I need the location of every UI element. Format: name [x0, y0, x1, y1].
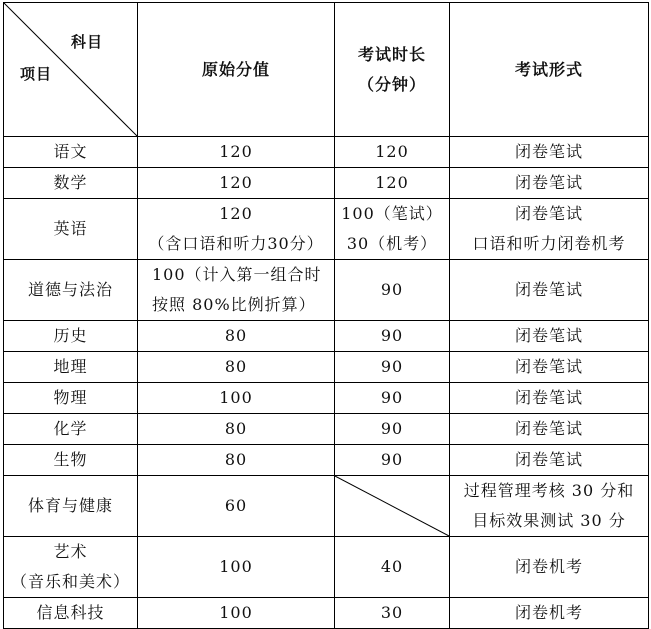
subject-cell: 地理	[4, 352, 138, 383]
table-row	[4, 445, 649, 476]
format-cell: 闭卷笔试	[450, 260, 649, 321]
score-cell	[138, 199, 335, 260]
subject-cell: 历史	[4, 321, 138, 352]
score-line1: 100（计入第一组合时	[152, 265, 322, 284]
exam-subjects-table	[3, 2, 649, 629]
format-cell: 闭卷笔试	[450, 383, 649, 414]
table-row	[4, 414, 649, 445]
score-cell: 80	[138, 352, 335, 383]
duration-cell: 90	[335, 445, 450, 476]
corner-subject-label: 科目	[70, 33, 103, 51]
header-duration-line2: （分钟）	[357, 74, 426, 94]
score-cell: 100	[138, 537, 335, 598]
score-cell: 60	[138, 476, 335, 537]
table-row	[4, 199, 649, 260]
format-cell: 闭卷笔试	[450, 414, 649, 445]
duration-cell: 90	[335, 260, 450, 321]
table-row	[4, 321, 649, 352]
header-duration-line1: 考试时长	[357, 44, 426, 64]
format-cell: 闭卷笔试	[450, 445, 649, 476]
format-line2: 目标效果测试 30 分	[472, 511, 626, 530]
subject-line1: 艺术	[53, 542, 88, 561]
table-row	[4, 137, 649, 168]
header-corner-cell	[4, 3, 138, 137]
header-format: 考试形式	[450, 3, 649, 137]
score-cell: 120	[138, 137, 335, 168]
score-cell: 80	[138, 321, 335, 352]
header-score: 原始分值	[138, 3, 335, 137]
table-row	[4, 260, 649, 321]
duration-cell: 40	[335, 537, 450, 598]
score-line2: （含口语和听力30分）	[148, 234, 324, 253]
score-cell: 80	[138, 414, 335, 445]
score-cell: 100	[138, 598, 335, 629]
subject-cell: 化学	[4, 414, 138, 445]
subject-cell: 生物	[4, 445, 138, 476]
diagonal-line	[335, 476, 449, 536]
subject-cell: 数学	[4, 168, 138, 199]
format-cell: 闭卷笔试	[450, 137, 649, 168]
table-row	[4, 168, 649, 199]
format-cell: 闭卷机考	[450, 537, 649, 598]
format-line1: 过程管理考核 30 分和	[463, 481, 635, 500]
duration-cell: 90	[335, 414, 450, 445]
format-cell: 闭卷笔试	[450, 321, 649, 352]
duration-line1: 100（笔试）	[341, 204, 443, 223]
subject-cell: 英语	[4, 199, 138, 260]
header-row	[4, 3, 649, 137]
subject-cell: 体育与健康	[4, 476, 138, 537]
score-line1: 120	[219, 204, 253, 223]
subject-line2: （音乐和美术）	[10, 572, 130, 591]
subject-cell: 语文	[4, 137, 138, 168]
duration-cell: 120	[335, 168, 450, 199]
table-row	[4, 537, 649, 598]
score-cell: 100	[138, 383, 335, 414]
score-cell: 80	[138, 445, 335, 476]
header-duration	[335, 3, 450, 137]
table-row	[4, 598, 649, 629]
format-cell: 闭卷笔试	[450, 352, 649, 383]
corner-item-label: 项目	[20, 65, 53, 83]
format-cell: 闭卷笔试	[450, 168, 649, 199]
duration-cell: 90	[335, 321, 450, 352]
subject-cell: 物理	[4, 383, 138, 414]
duration-cell: 30	[335, 598, 450, 629]
duration-line2: 30（机考）	[346, 234, 438, 253]
duration-cell-empty	[335, 476, 450, 537]
duration-cell: 120	[335, 137, 450, 168]
subject-cell	[4, 537, 138, 598]
score-line2: 按照 80%比例折算）	[152, 295, 316, 314]
duration-cell	[335, 199, 450, 260]
table-row	[4, 352, 649, 383]
subject-cell: 信息科技	[4, 598, 138, 629]
format-cell	[450, 199, 649, 260]
format-cell	[450, 476, 649, 537]
subject-cell: 道德与法治	[4, 260, 138, 321]
format-cell: 闭卷机考	[450, 598, 649, 629]
duration-cell: 90	[335, 383, 450, 414]
table-row	[4, 383, 649, 414]
format-line1: 闭卷笔试	[514, 204, 583, 223]
table-row	[4, 476, 649, 537]
score-cell: 120	[138, 168, 335, 199]
duration-cell: 90	[335, 352, 450, 383]
score-cell	[138, 260, 335, 321]
format-line2: 口语和听力闭卷机考	[472, 234, 626, 253]
